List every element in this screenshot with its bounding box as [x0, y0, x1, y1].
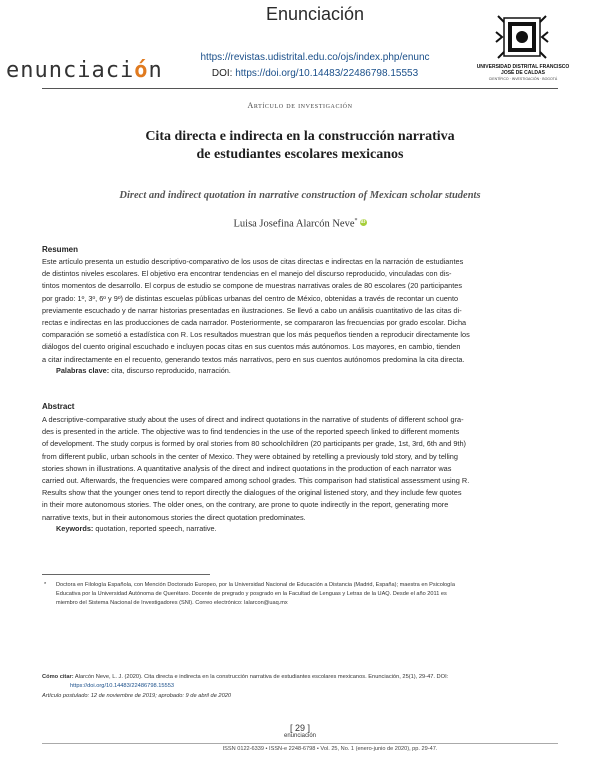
journal-url-link[interactable]: https://revistas.udistrital.edu.co/ojs/index.php/enunc [200, 52, 430, 63]
keywords-value: cita, discurso reproducido, narración. [111, 366, 231, 375]
abstract-line: A descriptive-comparative study about the uses of direct and indirect quotations in the narrative of students of different school gra- [42, 415, 464, 424]
footer-journal: enunciación [283, 733, 317, 739]
keywords-label: Palabras clave: [56, 366, 110, 375]
title-line-2: de estudiantes escolares mexicanos [196, 147, 404, 162]
author [0, 218, 600, 230]
orcid-icon[interactable]: iD [360, 219, 366, 225]
resumen-line: previamente escuchado y de narrar historias presentadas en ilustraciones. Se llevó a cabo un análisis cuantitativo de las citas di- [42, 305, 462, 315]
footnote-line: Educativa por la Universidad Autónoma de Querétaro. Docente de pregrado y posgrado en la Facultad de Lenguas y Letras de la UAQ. Desde el año 2011 es [56, 591, 447, 597]
header-divider [42, 88, 558, 89]
resumen-line: diálogos del cuento original escuchado e incluyen pocas citas en sus cuentos más autónomos. Los mayores, en cambio, tienden [42, 342, 461, 352]
footnote-divider [42, 574, 210, 575]
citation-body: Alarcón Neve, L. J. (2020). Cita directa e indirecta en la construcción narrativa de estudiantes escolares mexicanos. Enunciación, 25(1), 29-47. DOI: [74, 674, 449, 680]
resumen-line: por grado: 1º, 3º, 6º y 9º) de distintas escuelas públicas urbanas del centro de México, obtenidas a través de recontar un cuento [42, 293, 459, 303]
section-label: Artículo de investigación [247, 101, 353, 110]
resumen-keywords [56, 366, 231, 375]
citation-doi[interactable] [42, 682, 558, 691]
citation-doi-link[interactable]: https://doi.org/10.14483/22486798.15553 [70, 683, 175, 690]
university-seal-icon [494, 12, 550, 62]
author-footnote [44, 581, 558, 608]
article-title-english: Direct and indirect quotation in narrative construction of Mexican scholar students [119, 190, 481, 201]
resumen-heading: Resumen [42, 245, 79, 254]
author-footnote-mark: * [354, 218, 358, 224]
footnote-mark: * [44, 582, 47, 588]
abstract-keywords [56, 524, 217, 533]
doi-label: DOI: [211, 68, 233, 79]
abstract-body [42, 414, 558, 524]
abstract-line: of development. The study corpus is formed by oral stories from 80 schoolchildren (20 participants per grade, 1st, 3rd, 6th and 9th) [42, 439, 466, 449]
resumen-line: Este artículo presenta un estudio descriptivo-comparativo de los usos de citas directas e indirectas en la narración de estudiantes [42, 257, 464, 266]
abstract-line: des is presented in the article. The objective was to find tendencies in the use of the reported speech linked to different moments [42, 427, 460, 437]
logo-text-end: n [148, 58, 163, 83]
keywords-value: quotation, reported speech, narrative. [95, 524, 217, 533]
resumen-line: comparación se sometió a estadística con R. Los resultados muestran que los más pequeños tienden a reproducir directamente los [42, 330, 470, 340]
logo-text: enunciaci [6, 58, 135, 83]
resumen-line: tintos momentos de desarrollo. El corpus de estudio se compone de muestras narrativas orales de 80 escolares (20 participantes [42, 281, 463, 291]
issn-line: ISSN 0122-6339 • ISSN-e 2248-6798 • Vol. 25, No. 1 (enero-junio de 2020), pp. 29-47. [222, 746, 438, 752]
resumen-body [42, 256, 558, 366]
footnote-line: Doctora en Filología Española, con Mención Doctorado Europeo, por la Universidad Nacional de Educación a Distancia (Madrid, España); maestra en Psicología [56, 582, 455, 588]
abstract-heading: Abstract [42, 402, 75, 411]
citation-dates: Artículo postulado: 12 de noviembre de 2019; aprobado: 9 de abril de 2020 [42, 692, 232, 699]
footnote-line: miembro del Sistema Nacional de Investigadores (SNI). Correo electrónico: lalarcon@uaq.mx [56, 600, 288, 606]
citation-label: Cómo citar: [42, 674, 74, 680]
resumen-line: rectas e indirectas en las producciones de cada narrador. Posteriormente, se compararon las frecuencias por grado escolar. Dicha [42, 318, 467, 328]
article-title [0, 128, 600, 164]
university-name: UNIVERSIDAD DISTRITAL FRANCISCO JOSÉ DE CALDAS [476, 64, 570, 76]
abstract-line: stories shown in illustrations. A quantitative analysis of the direct and indirect quotations in the production of each narrator was [42, 463, 452, 473]
page-number: [ 29 ] [289, 723, 310, 733]
author-name: Luisa Josefina Alarcón Neve [233, 218, 355, 230]
abstract-line: from different public, urban schools in the center of Mexico. They were obtained by retelling a previously told story, and by telling [42, 451, 458, 461]
footer-divider [42, 743, 558, 744]
journal-title: Enunciación [265, 4, 365, 24]
university-subtitle: CIENTÍFICO · INVESTIGACIÓN · BOGOTÁ [488, 77, 558, 81]
abstract-line: in their more autonomous stories. The older ones, on the contrary, are prone to quote indirectly in the report, generating more [42, 500, 449, 510]
doi-link[interactable]: https://doi.org/10.14483/22486798.15553 [235, 68, 419, 79]
keywords-label: Keywords: [56, 524, 94, 533]
abstract-line: carried out. Afterwards, the frequencies were compared among school grades. This comparison had statistical assessment using R. [42, 476, 470, 486]
logo-accent: ó [134, 58, 149, 83]
abstract-line: narrative texts, but in their autonomous stories the direct quotation predominates. [42, 512, 306, 522]
resumen-line: de distintos niveles escolares. El objetivo era encontrar tendencias en el manejo del discurso reproducido, vinculadas con dis- [42, 269, 452, 279]
abstract-line: Results show that the younger ones tend to report directly the dialogues of the original listened story, and they include few quotes [42, 488, 462, 498]
title-line-1: Cita directa e indirecta en la construcción narrativa [145, 129, 455, 144]
citation-block [42, 673, 558, 701]
resumen-line: a citar indirectamente en el recuento, generando textos más narrativos, pero en sus cuentos autónomos predomina la cita directa. [42, 354, 465, 364]
citation-text [42, 673, 558, 682]
